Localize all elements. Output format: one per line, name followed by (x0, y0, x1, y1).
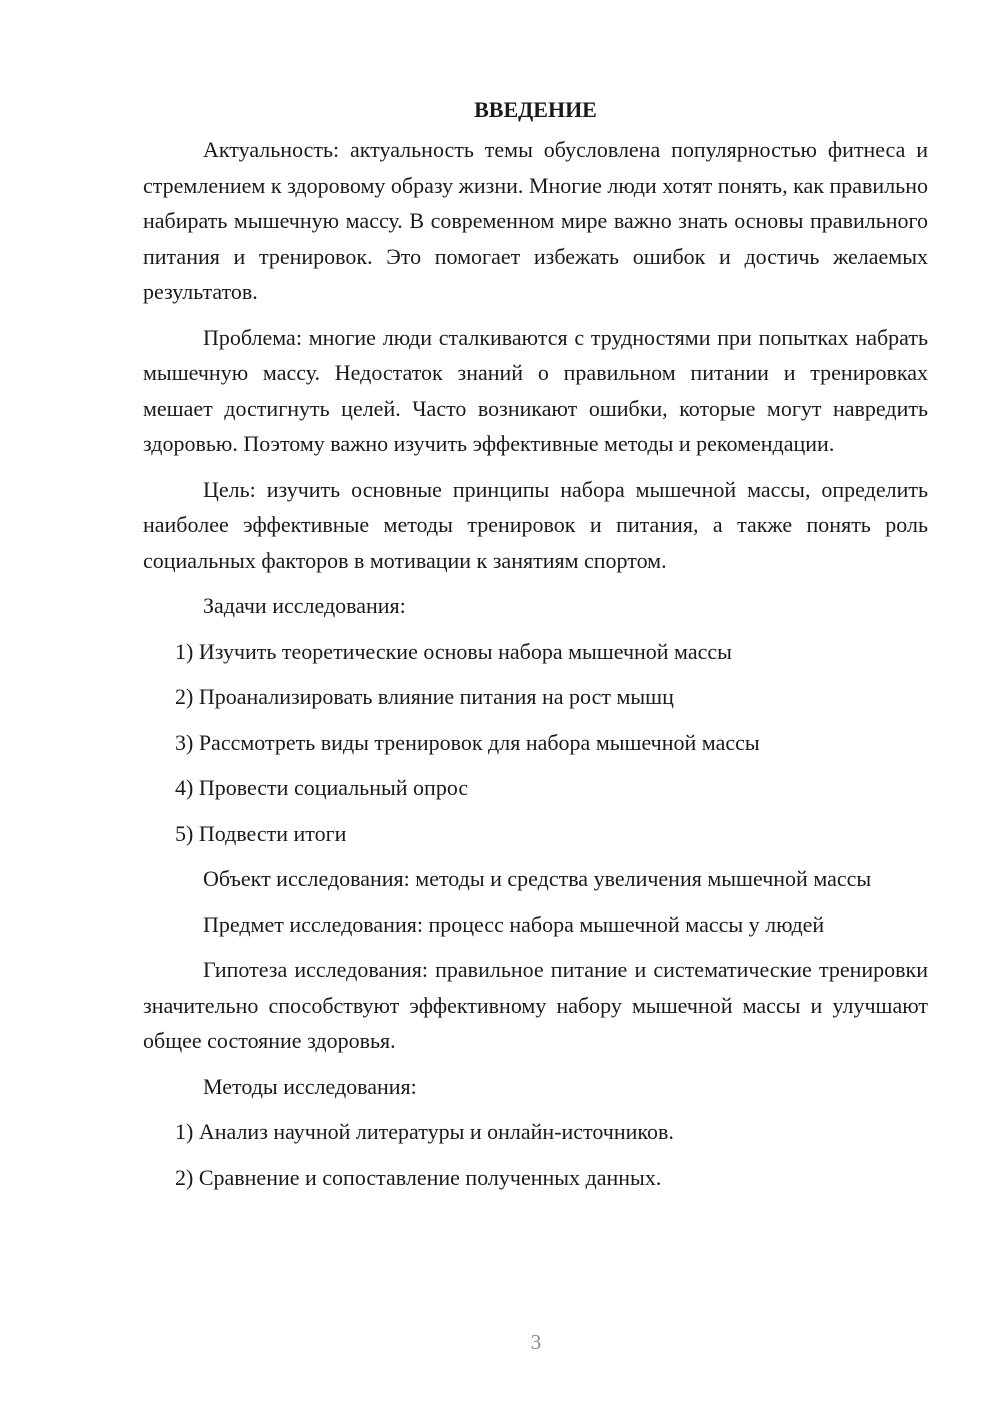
list-item: 2) Сравнение и сопоставление полученных данных. (175, 1164, 662, 1190)
methods-list (143, 1114, 928, 1195)
tasks-heading: Задачи исследования: (203, 593, 406, 618)
document-page (143, 92, 928, 1205)
list-item: 5) Подвести итоги (175, 820, 347, 846)
hypothesis-paragraph: Гипотеза исследования: правильное питание и систематические тренировки значительно способствуют эффективному набору мышечной массы и улучшают общее состояние здоровья. (143, 957, 928, 1053)
list-item: 2) Проанализировать влияние питания на рост мышц (175, 684, 674, 709)
problem-paragraph: Проблема: многие люди сталкиваются с трудностями при попытках набрать мышечную массу. Недостаток знаний о правильном питании и тренировках мешает достигнуть целей. Часто возникают ошибки, которые могут навредить здоровью. Поэтому важно изучить эффективные методы и рекомендации. (143, 324, 928, 456)
object-paragraph: Объект исследования: методы и средства увеличения мышечной массы (203, 866, 872, 891)
methods-heading: Методы исследования: (203, 1073, 417, 1099)
relevance-paragraph: Актуальность: актуальность темы обусловлена популярностью фитнеса и стремлением к здоровому образу жизни. Многие люди хотят понять, как правильно набирать мышечную массу. В современном мире важно знать основы правильного питания и тренировок. Это помогает избежать ошибок и достичь желаемых результатов. (143, 137, 928, 304)
goal-paragraph: Цель: изучить основные принципы набора мышечной массы, определить наиболее эффективные методы тренировок и питания, а также понять роль социальных факторов в мотивации к занятиям спортом. (143, 476, 928, 573)
list-item: 1) Анализ научной литературы и онлайн-источников. (175, 1119, 674, 1144)
list-item: 1) Изучить теоретические основы набора мышечной массы (175, 638, 732, 664)
subject-paragraph: Предмет исследования: процесс набора мышечной массы у людей (203, 911, 825, 937)
list-item: 4) Провести социальный опрос (175, 775, 469, 800)
page-number: 3 (530, 1330, 542, 1354)
page-title: ВВЕДЕНИЕ (474, 97, 597, 122)
tasks-list (143, 634, 928, 852)
list-item: 3) Рассмотреть виды тренировок для набора мышечной массы (175, 729, 760, 755)
